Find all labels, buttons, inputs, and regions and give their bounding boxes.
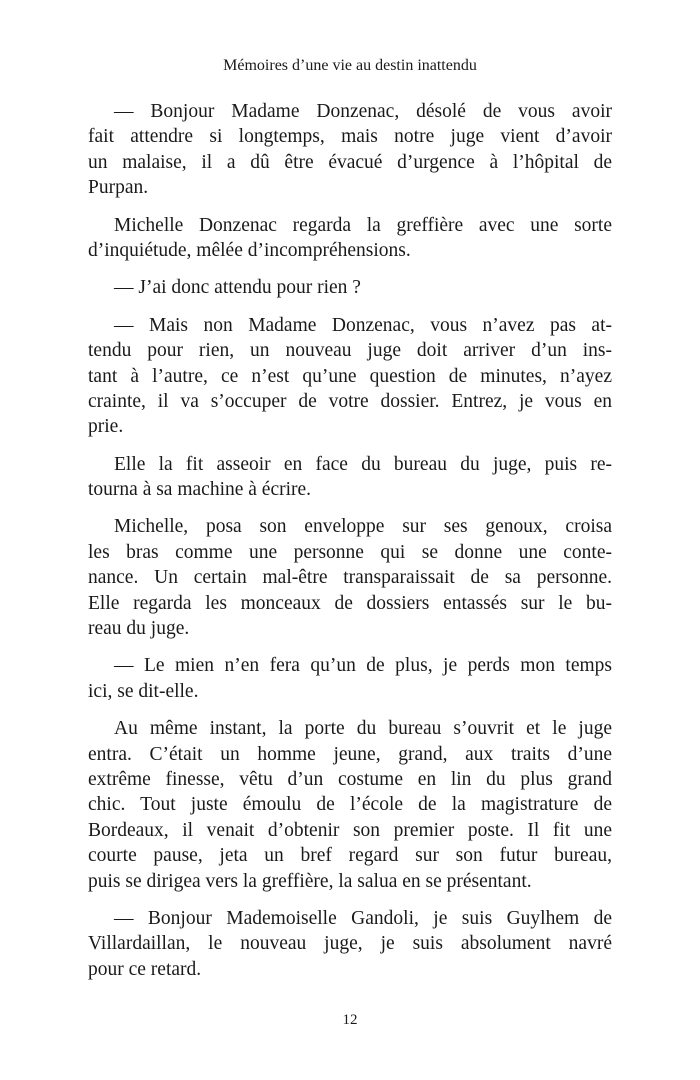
page-number: 12 [342, 1012, 358, 1028]
text-line: Purpan. [88, 177, 149, 199]
page-body [88, 99, 612, 994]
running-header: Mémoires d’une vie au destin inattendu [223, 57, 477, 74]
paragraph [88, 99, 612, 201]
text-line: pour ce retard. [88, 958, 202, 980]
paragraph [88, 716, 612, 894]
text-line: ici, se dit-elle. [88, 680, 199, 702]
paragraph [88, 213, 612, 264]
text-line: fait attendre si longtemps, mais notre juge vient d’avoir [88, 126, 612, 148]
text-line: reau du juge. [88, 618, 190, 640]
text-line: nance. Un certain mal-être transparaissait de sa personne. [88, 567, 612, 589]
text-line: courte pause, jeta un bref regard sur son futur bureau, [88, 845, 612, 867]
text-line: tourna à sa machine à écrire. [88, 479, 312, 501]
text-line: — Le mien n’en fera qu’un de plus, je perds mon temps [114, 655, 612, 677]
text-line: prie. [88, 416, 124, 438]
paragraph [88, 275, 612, 300]
text-line: — J’ai donc attendu pour rien ? [114, 277, 361, 299]
text-line: entra. C’était un homme jeune, grand, aux traits d’une [88, 743, 612, 765]
text-line: tant à l’autre, ce n’est qu’une question de minutes, n’ayez [88, 365, 612, 387]
text-line: extrême finesse, vêtu d’un costume en lin du plus grand [88, 768, 612, 790]
text-line: Villardaillan, le nouveau juge, je suis absolument navré [88, 933, 612, 955]
text-line: d’inquiétude, mêlée d’incompréhensions. [88, 239, 411, 261]
text-line: — Mais non Madame Donzenac, vous n’avez pas at- [114, 314, 612, 336]
paragraph [88, 653, 612, 704]
text-line: Elle regarda les monceaux de dossiers entassés sur le bu- [88, 592, 612, 614]
text-line: un malaise, il a dû être évacué d’urgence à l’hôpital de [88, 151, 612, 173]
text-line: chic. Tout juste émoulu de l’école de la magistrature de [88, 794, 612, 816]
text-line: — Bonjour Madame Donzenac, désolé de vous avoir [114, 101, 612, 122]
paragraph [88, 906, 612, 982]
text-line: Au même instant, la porte du bureau s’ouvrit et le juge [114, 718, 612, 740]
text-line: Elle la fit asseoir en face du bureau du juge, puis re- [114, 453, 612, 475]
paragraph [88, 313, 612, 440]
text-line: Michelle Donzenac regarda la greffière avec une sorte [114, 214, 612, 236]
text-line: Michelle, posa son enveloppe sur ses genoux, croisa [114, 516, 612, 538]
text-line: tendu pour rien, un nouveau juge doit arriver d’un ins- [88, 340, 612, 362]
paragraph [88, 452, 612, 503]
text-line: les bras comme une personne qui se donne une conte- [88, 541, 612, 563]
text-line: puis se dirigea vers la greffière, la salua en se présentant. [88, 870, 532, 892]
text-line: crainte, il va s’occuper de votre dossier. Entrez, je vous en [88, 390, 612, 412]
text-line: Bordeaux, il venait d’obtenir son premier poste. Il fit une [88, 819, 612, 841]
paragraph [88, 514, 612, 641]
text-line: — Bonjour Mademoiselle Gandoli, je suis Guylhem de [114, 907, 612, 929]
